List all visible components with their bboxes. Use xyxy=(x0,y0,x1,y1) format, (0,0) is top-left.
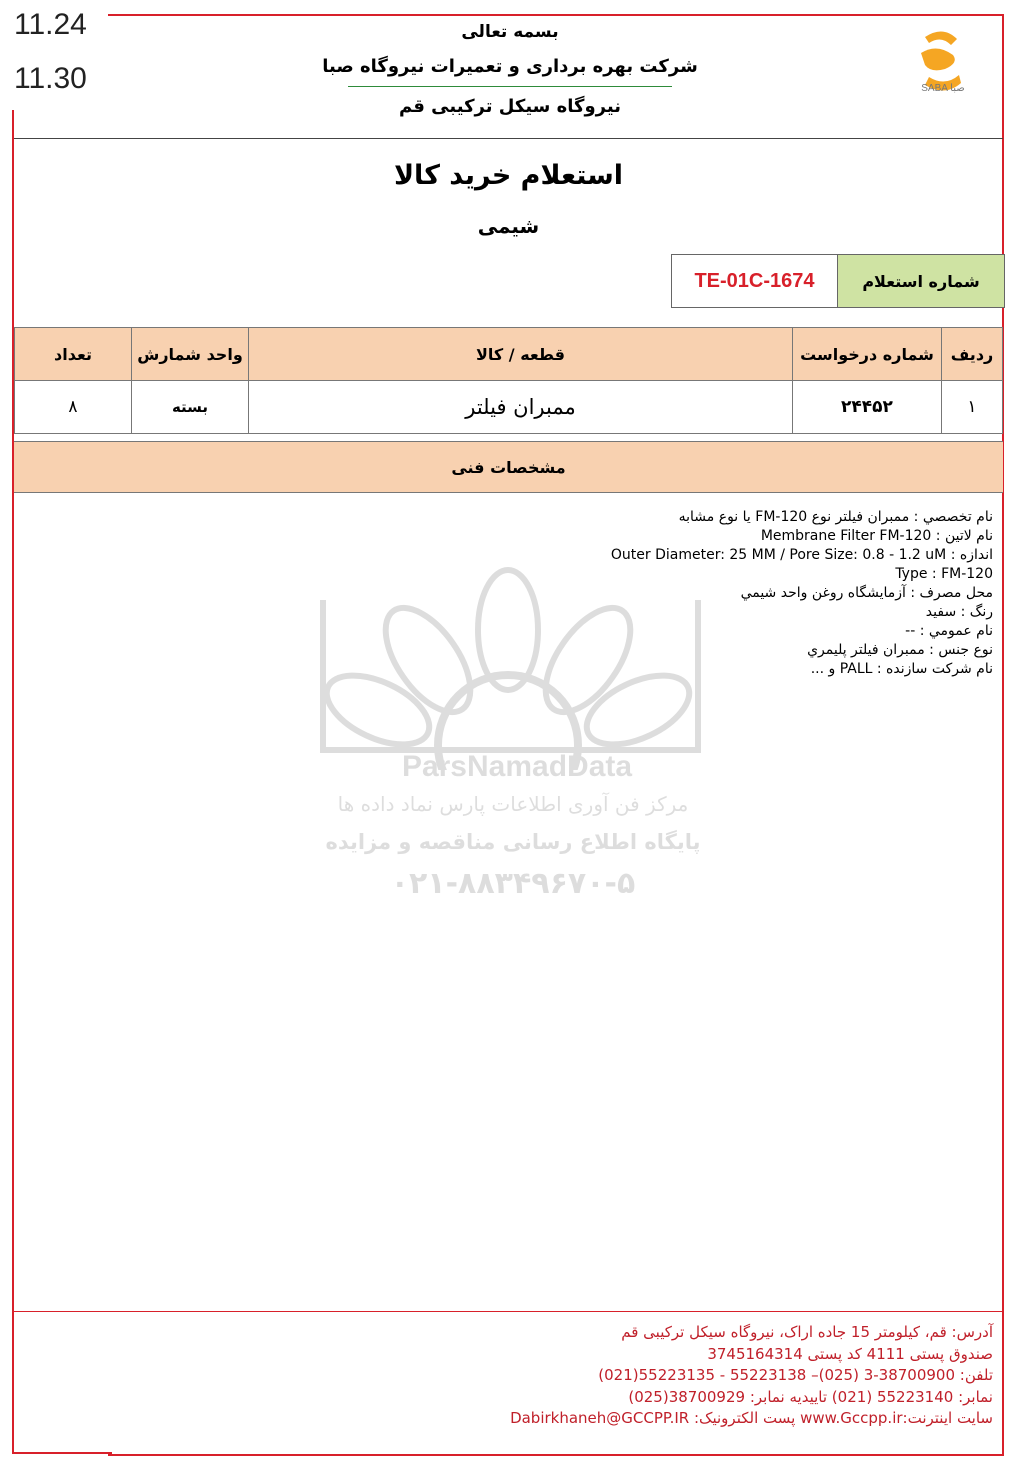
header-divider xyxy=(14,138,1003,139)
cell-request-no: ۲۴۴۵۲ xyxy=(793,381,942,434)
saba-logo xyxy=(895,25,990,110)
cell-row-no: ١ xyxy=(942,381,1003,434)
table-row xyxy=(15,381,1003,434)
spec-line: رنگ : سفيد xyxy=(925,604,993,620)
cell-qty: ٨ xyxy=(15,381,132,434)
cell-item: ممبران فیلتر xyxy=(249,381,793,434)
footer-phone: تلفن: 38700900-3 (025)– 55223138 - 55223135(021) xyxy=(598,1366,993,1384)
date-note-2: 11.30 xyxy=(14,62,87,95)
col-qty: تعداد xyxy=(15,328,132,381)
watermark-phone: ۰۲۱-۸۸۳۴۹۶۷۰-۵ xyxy=(390,866,636,901)
frame-bottom-border xyxy=(12,1452,112,1454)
spec-line: نام عمومي : -- xyxy=(905,623,993,639)
footer-address: آدرس: قم، کیلومتر 15 جاده اراک، نیروگاه سیکل ترکیبی قم xyxy=(621,1323,993,1341)
page-title: استعلام خرید کالا xyxy=(393,160,624,191)
col-item: قطعه / کالا xyxy=(249,328,793,381)
spec-line: نوع جنس : ممبران فيلتر پليمري xyxy=(807,642,993,658)
spec-line: نام شركت سازنده : PALL و ... xyxy=(810,661,993,677)
spec-line: اندازه : Outer Diameter: 25 MM / Pore Size: 0.8 - 1.2 uM xyxy=(610,547,993,563)
page-subtitle: شیمی xyxy=(477,214,540,238)
spec-line: نام تخصصي : ممبران فيلتر نوع FM-120 يا نوع مشابه xyxy=(678,509,993,525)
footer-po-box: صندوق پستی 4111 کد پستی 3745164314 xyxy=(707,1344,993,1363)
footer-divider xyxy=(14,1311,1003,1312)
logo-text: SABA صبا xyxy=(921,83,965,94)
plant-name: نیروگاه سیکل ترکیبی قم xyxy=(399,96,621,117)
inquiry-number-label: شماره استعلام xyxy=(837,255,1004,307)
cell-unit: بسته xyxy=(132,381,249,434)
spec-line: Type : FM-120 xyxy=(895,566,993,582)
inquiry-number-value: TE-01C-1674 xyxy=(694,269,815,292)
footer-contact xyxy=(510,1322,993,1430)
inquiry-number-box xyxy=(671,254,1005,308)
bismillah: بسمه تعالی xyxy=(461,22,559,42)
saba-logo-icon xyxy=(895,25,990,110)
col-unit: واحد شمارش xyxy=(132,328,249,381)
watermark-brand: ParsNamadData xyxy=(401,750,633,783)
col-request-no: شماره درخواست xyxy=(793,328,942,381)
footer-web-email: سایت اینترنت:www.Gccpp.ir پست الکترونیک: Dabirkhaneh@GCCPP.IR xyxy=(510,1409,993,1427)
footer-fax: نمابر: 55223140 (021) تاییدیه نمابر: 38700929(025) xyxy=(628,1387,993,1406)
company-underline xyxy=(348,86,672,87)
spec-list xyxy=(611,508,993,679)
table-header-row xyxy=(15,328,1003,381)
spec-line: نام لاتين : Membrane Filter FM-120 xyxy=(760,528,993,544)
spec-section-title: مشخصات فنی xyxy=(14,441,1003,493)
col-row-no: ردیف xyxy=(942,328,1003,381)
company-name: شرکت بهره برداری و تعمیرات نیروگاه صبا xyxy=(322,56,698,77)
spec-line: محل مصرف : آزمايشگاه روغن واحد شيمي xyxy=(740,585,993,601)
watermark-line-1: مرکز فن آوری اطلاعات پارس نماد داده ها xyxy=(337,792,689,816)
watermark-line-2: پایگاه اطلاع رسانی مناقصه و مزایده xyxy=(325,830,701,854)
items-table xyxy=(14,327,1003,434)
date-note-1: 11.24 xyxy=(14,8,87,41)
frame-left-border xyxy=(12,110,14,1454)
